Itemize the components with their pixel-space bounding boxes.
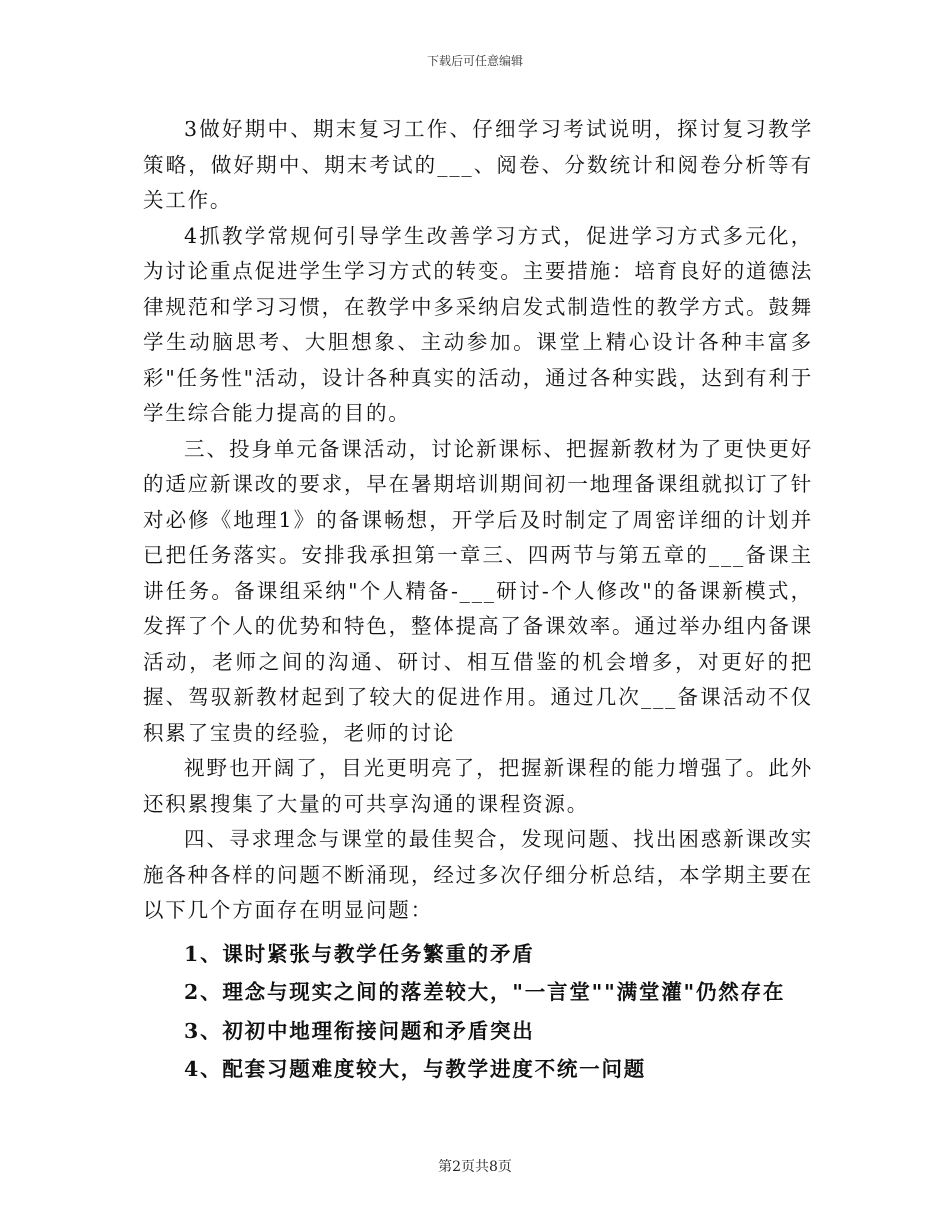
problem-item-4: 4、配套习题难度较大，与教学进度不统一问题 — [184, 1057, 647, 1081]
paragraph-problems-intro: 四、寻求理念与课堂的最佳契合，发现问题、找出困惑新课改实施各种各样的问题不断涌现，经过多次仔细分析总结，本学期主要在以下几个方面存在明显问题： — [143, 827, 813, 922]
page-header: 下载后可任意编辑 — [426, 54, 523, 68]
paragraph-broadened-vision: 视野也开阔了，目光更明亮了，把握新课程的能力增强了。此外还积累搜集了大量的可共享沟通的课程资源。 — [143, 756, 813, 816]
paragraph-unit-lesson-prep: 三、投身单元备课活动，讨论新课标、把握新教材为了更快更好的适应新课改的要求，早在暑期培训期间初一地理备课组就拟订了针对必修《地理1》的备课畅想，开学后及时制定了周密详细的计划并已把任务落实。安排我承担第一章三、四两节与第五章的___备课主讲任务。备课组采纳"个人精备-___研讨-个人修改"的备课新模式，发挥了个人的优势和特色，整体提高了备课效率。通过举办组内备课活动，老师之间的沟通、研讨、相互借鉴的机会增多，对更好的把握、驾驭新教材起到了较大的促进作用。通过几次___备课活动不仅积累了宝贵的经验，老师的讨论 — [143, 436, 813, 745]
problem-item-1: 1、课时紧张与教学任务繁重的矛盾 — [184, 941, 535, 966]
document-body — [143, 112, 813, 1089]
paragraph-review-work: 3做好期中、期末复习工作、仔细学习考试说明，探讨复习教学策略，做好期中、期末考试的___、阅卷、分数统计和阅卷分析等有关工作。 — [143, 117, 813, 212]
problem-item-2: 2、理念与现实之间的落差较大，"一言堂""满堂灌"仍然存在 — [184, 980, 786, 1004]
page-number: 第2页共8页 — [438, 1159, 512, 1175]
paragraph-learning-methods: 4抓教学常规何引导学生改善学习方式，促进学习方式多元化，为讨论重点促进学生学习方式的转变。主要措施：培育良好的道德法律规范和学习习惯，在教学中多采纳启发式制造性的教学方式。鼓舞学生动脑思考、大胆想象、主动参加。课堂上精心设计各种丰富多彩"任务性"活动，设计各种真实的活动，通过各种实践，达到有利于学生综合能力提高的目的。 — [143, 223, 813, 425]
problem-item-3: 3、初初中地理衔接问题和矛盾突出 — [184, 1018, 535, 1043]
